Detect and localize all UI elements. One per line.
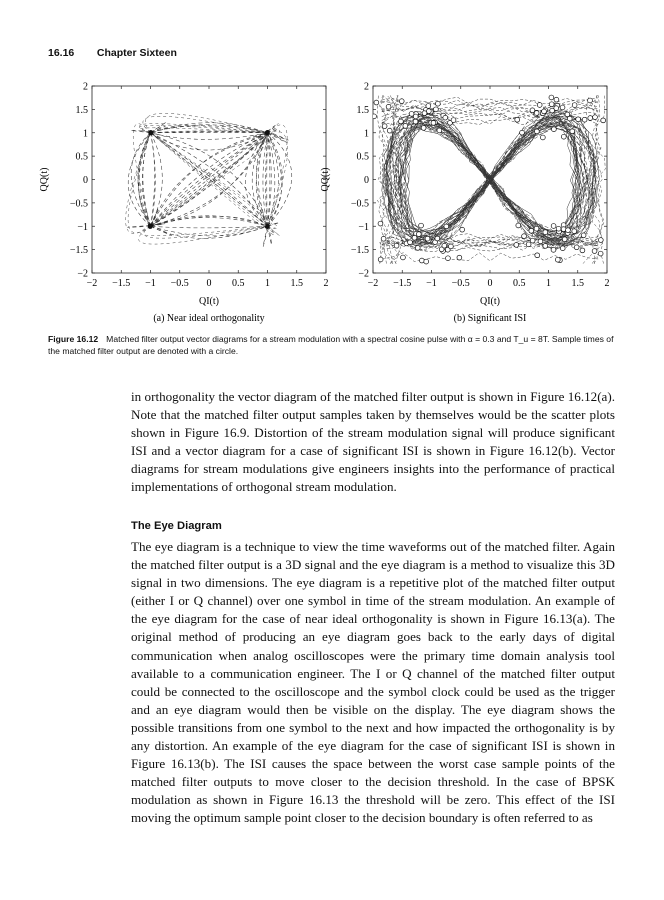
sample-point bbox=[422, 111, 427, 116]
sample-point bbox=[419, 258, 424, 263]
y-tick-label: −0.5 bbox=[69, 198, 88, 210]
x-axis-label: QI(t) bbox=[480, 296, 500, 307]
y-tick-label: −2 bbox=[77, 268, 88, 280]
figure-16-12 bbox=[0, 0, 664, 335]
trajectory bbox=[382, 253, 598, 262]
sample-point bbox=[421, 126, 426, 131]
sample-point bbox=[582, 117, 587, 122]
sample-point bbox=[413, 119, 418, 124]
sample-point bbox=[526, 242, 531, 247]
sample-point bbox=[408, 240, 413, 245]
section-heading: The Eye Diagram bbox=[131, 520, 222, 532]
sample-point bbox=[394, 243, 399, 248]
trajectory bbox=[268, 131, 288, 226]
figure-caption bbox=[48, 333, 618, 357]
y-tick-label: −1.5 bbox=[69, 245, 88, 257]
sample-point bbox=[534, 129, 539, 134]
x-tick-label: 0 bbox=[487, 278, 493, 289]
sample-point bbox=[574, 245, 579, 250]
page-number: 16.16 bbox=[48, 47, 75, 59]
sample-point bbox=[554, 106, 559, 111]
y-axis-label: QQ(t) bbox=[320, 167, 331, 192]
sample-point bbox=[538, 239, 543, 244]
sample-point bbox=[601, 118, 606, 123]
y-tick-label: 2 bbox=[364, 81, 369, 93]
trajectory bbox=[151, 123, 268, 133]
trajectory bbox=[151, 218, 268, 227]
sample-point bbox=[426, 104, 431, 109]
trajectory bbox=[139, 226, 268, 244]
sample-point bbox=[374, 100, 379, 105]
x-tick-label: −1 bbox=[426, 278, 437, 289]
plot-frame bbox=[92, 86, 326, 273]
sample-point bbox=[537, 103, 542, 108]
x-tick-label: −0.5 bbox=[170, 278, 189, 289]
trajectory bbox=[267, 133, 268, 227]
x-tick-label: 0.5 bbox=[232, 278, 245, 289]
x-tick-label: −2 bbox=[367, 278, 379, 289]
sample-point bbox=[378, 257, 383, 262]
sample-point bbox=[433, 107, 438, 112]
trajectory-group bbox=[126, 113, 292, 246]
x-tick-label: −2 bbox=[86, 278, 98, 289]
sample-point bbox=[592, 249, 597, 254]
sample-point bbox=[543, 230, 548, 235]
sample-point bbox=[529, 228, 534, 233]
sample-point bbox=[443, 115, 448, 120]
sample-point bbox=[534, 111, 539, 116]
trajectory bbox=[268, 133, 292, 227]
sample-point bbox=[437, 128, 442, 133]
constellation-point bbox=[265, 131, 269, 135]
trajectory bbox=[382, 243, 598, 251]
panel-a-vector-diagram bbox=[39, 82, 329, 325]
trajectory-group bbox=[372, 95, 606, 264]
y-tick-label: 1.5 bbox=[356, 104, 369, 116]
sample-point bbox=[398, 119, 403, 124]
sample-point bbox=[451, 118, 456, 123]
x-tick-label: −1.5 bbox=[112, 278, 131, 289]
chapter-title: Chapter Sixteen bbox=[96, 47, 177, 59]
x-tick-label: 1.5 bbox=[571, 278, 584, 289]
sample-point bbox=[457, 255, 462, 260]
sample-point bbox=[401, 255, 406, 260]
trajectory bbox=[382, 97, 598, 105]
sample-point bbox=[549, 102, 554, 107]
sample-point bbox=[549, 95, 554, 100]
sample-point bbox=[572, 229, 577, 234]
trajectory bbox=[139, 124, 267, 133]
y-tick-label: 1 bbox=[83, 128, 88, 140]
sample-point bbox=[516, 223, 521, 228]
sample-point bbox=[425, 236, 430, 241]
sample-point bbox=[540, 135, 545, 140]
sample-point bbox=[534, 226, 539, 231]
trajectory bbox=[151, 123, 279, 226]
trajectory bbox=[151, 133, 155, 227]
sample-point bbox=[560, 105, 565, 110]
sample-point bbox=[460, 227, 465, 232]
sample-point bbox=[567, 116, 572, 121]
sample-point bbox=[560, 246, 565, 251]
sample-point bbox=[551, 127, 556, 132]
y-tick-label: −1 bbox=[77, 221, 88, 233]
x-tick-label: −0.5 bbox=[451, 278, 470, 289]
x-tick-label: 2 bbox=[604, 278, 610, 289]
sample-point bbox=[588, 98, 593, 103]
trajectory bbox=[143, 116, 268, 132]
sample-point bbox=[403, 123, 408, 128]
paragraph-2: The eye diagram is a technique to view the time waveforms out of the matched filter. Again the matched filter output is a 3D signal and the eye diagram is a method to visualize this 3D signal in two dimensions. The eye diagram is a repetitive plot of the matched filter output (either I or Q channel) over one symbol in time of the stream modulation. An example of the eye diagram for the case of near ideal orthogonality is shown in Figure 16.13(a). The original method of producing an eye diagram goes back to the early days of digital communication when analog oscilloscopes were the primary time domain analysis tool available to a communication engineer. The I or Q channel of the matched filter output could be connected to the oscilloscope and the symbol clock could be used as the trigger and an eye diagram would then be visible on the display. The eye diagram shows the possible transitions from one symbol to the next and how impacted the orthogonality is by any distortion. An example of the eye diagram for the case of significant ISI is shown in Figure 16.13(b). The ISI causes the space between the worst case sample points of the matched filter outputs to move closer to the decision threshold. In the case of BPSK modulation as shown in Figure 16.13 the threshold will be zero. This effect of the ISI moving the optimum sample point closer to the decision boundary is often referred to as bbox=[131, 539, 615, 826]
sample-point bbox=[435, 236, 440, 241]
sample-point bbox=[386, 104, 391, 109]
x-tick-label: 0.5 bbox=[513, 278, 526, 289]
y-tick-label: −1 bbox=[358, 221, 369, 233]
sample-point bbox=[581, 233, 586, 238]
sample-point bbox=[556, 226, 561, 231]
sample-point bbox=[530, 238, 535, 243]
sample-point bbox=[381, 236, 386, 241]
y-tick-label: 0.5 bbox=[75, 151, 88, 163]
sample-point bbox=[442, 243, 447, 248]
y-tick-label: −2 bbox=[358, 268, 369, 280]
figure-caption-text: Matched filter output vector diagrams for a stream modulation with a spectral cosine pulse with α = 0.3 and T_u = 8T. Sample times of the matched filter output are denoted with a circle. bbox=[48, 334, 614, 356]
x-tick-label: 0 bbox=[206, 278, 212, 289]
sample-point bbox=[415, 245, 420, 250]
sample-point bbox=[551, 247, 556, 252]
panel-b-vector-diagram bbox=[320, 82, 610, 325]
sample-point bbox=[412, 235, 417, 240]
y-tick-label: 0 bbox=[364, 175, 369, 186]
x-tick-label: −1.5 bbox=[393, 278, 412, 289]
sample-point bbox=[378, 221, 383, 226]
y-tick-label: −1.5 bbox=[350, 245, 369, 257]
constellation-point bbox=[148, 224, 152, 228]
panel-sublabel: (b) Significant ISI bbox=[453, 313, 527, 324]
x-tick-label: 1.5 bbox=[290, 278, 303, 289]
y-tick-label: 0.5 bbox=[356, 151, 369, 163]
x-tick-label: 1 bbox=[546, 278, 551, 289]
sample-point bbox=[588, 116, 593, 121]
sample-point bbox=[554, 97, 559, 102]
sample-point bbox=[551, 224, 556, 229]
paragraph-1: in orthogonality the vector diagram of the matched filter output is shown in Figure 16.12(a). Note that the matched filter output samples taken by themselves would be the scatter plots shown in Figure 16.9. Distortion of the stream modulation signal will produce significant ISI and a vector diagram for a case of significant ISI is shown in Figure 16.12(b). Vector diagrams for stream modulations give engineers insights into the performance of practical implementations of orthogonal stream modulation. bbox=[131, 389, 615, 495]
sample-point bbox=[399, 99, 404, 104]
constellation-point bbox=[265, 224, 269, 228]
trajectory bbox=[151, 133, 268, 140]
sample-point bbox=[446, 256, 451, 261]
sample-point bbox=[580, 248, 585, 253]
sample-point bbox=[514, 243, 519, 248]
sample-point bbox=[431, 120, 436, 125]
x-tick-label: 2 bbox=[323, 278, 329, 289]
sample-point bbox=[570, 129, 575, 134]
sample-point bbox=[424, 259, 429, 264]
trajectory bbox=[151, 216, 268, 226]
y-tick-label: 1 bbox=[364, 128, 369, 140]
sample-point bbox=[562, 237, 567, 242]
x-axis-label: QI(t) bbox=[199, 296, 219, 307]
sample-point bbox=[444, 224, 449, 229]
sample-point bbox=[535, 253, 540, 258]
sample-point bbox=[409, 111, 414, 116]
sample-point bbox=[566, 228, 571, 233]
trajectory bbox=[131, 133, 150, 227]
constellation-point bbox=[148, 131, 152, 135]
sample-point bbox=[382, 124, 387, 129]
trajectory bbox=[151, 226, 268, 228]
x-tick-label: 1 bbox=[265, 278, 270, 289]
sample-point bbox=[448, 244, 453, 249]
sample-point bbox=[598, 251, 603, 256]
sample-point bbox=[520, 130, 525, 135]
y-tick-label: 2 bbox=[83, 81, 88, 93]
trajectory bbox=[139, 133, 150, 227]
sample-point bbox=[416, 232, 421, 237]
y-tick-label: 0 bbox=[83, 175, 88, 186]
panel-sublabel: (a) Near ideal orthogonality bbox=[153, 313, 265, 324]
sample-point bbox=[593, 115, 598, 120]
sample-point bbox=[543, 244, 548, 249]
sample-point bbox=[542, 109, 547, 114]
y-tick-label: −0.5 bbox=[350, 198, 369, 210]
sample-point bbox=[387, 128, 392, 133]
sample-point bbox=[576, 117, 581, 122]
sample-point bbox=[435, 101, 440, 106]
figure-label: Figure 16.12 bbox=[48, 334, 99, 344]
sample-point bbox=[419, 223, 424, 228]
sample-point bbox=[372, 114, 377, 119]
sample-point bbox=[598, 238, 603, 243]
sample-point bbox=[515, 117, 520, 122]
sample-point bbox=[522, 234, 527, 239]
x-tick-label: −1 bbox=[145, 278, 156, 289]
y-tick-label: 1.5 bbox=[75, 104, 88, 116]
trajectory bbox=[382, 98, 598, 107]
sample-point bbox=[572, 103, 577, 108]
sample-point bbox=[530, 108, 535, 113]
sample-point bbox=[555, 257, 560, 262]
sample-point bbox=[561, 134, 566, 139]
sample-point bbox=[561, 227, 566, 232]
trajectory bbox=[268, 133, 279, 227]
y-axis-label: QQ(t) bbox=[39, 167, 50, 192]
